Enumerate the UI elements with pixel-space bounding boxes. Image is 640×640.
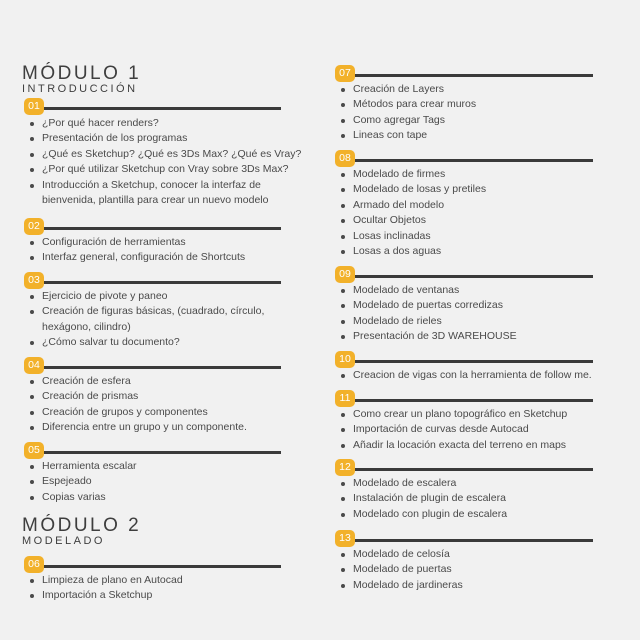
topic-list	[335, 368, 640, 383]
topic-list	[335, 476, 633, 522]
section-number-badge: 07	[335, 65, 355, 82]
section-number-badge: 01	[24, 98, 44, 115]
topic-list	[335, 407, 640, 453]
list-item: Creación de figuras básicas, (cuadrado, círculo, hexágono, cilindro)	[42, 304, 287, 335]
section-number-badge: 03	[24, 272, 44, 289]
section-divider	[44, 451, 281, 454]
list-item: Losas inclinadas	[353, 229, 633, 244]
section-number-badge: 11	[335, 390, 355, 407]
section-number-badge: 05	[24, 442, 44, 459]
list-item: ¿Cómo salvar tu documento?	[42, 335, 287, 350]
list-item: Modelado de firmes	[353, 167, 633, 182]
list-item: Creación de esfera	[42, 374, 312, 389]
section-number-badge: 04	[24, 357, 44, 374]
section-divider	[44, 366, 281, 369]
list-item: Modelado de celosía	[353, 547, 633, 562]
list-item: ¿Por qué hacer renders?	[42, 116, 312, 131]
list-item: Modelado de rieles	[353, 314, 633, 329]
module-1-subtitle: INTRODUCCIÓN	[22, 83, 138, 95]
list-item: Como crear un plano topográfico en Sketchup	[353, 407, 640, 422]
list-item: Modelado de puertas	[353, 562, 633, 577]
list-item: Herramienta escalar	[42, 459, 312, 474]
section-number-badge: 09	[335, 266, 355, 283]
list-item: Creacion de vigas con la herramienta de follow me.	[353, 368, 640, 383]
section-number-badge: 08	[335, 150, 355, 167]
list-item: Ocultar Objetos	[353, 213, 633, 228]
topic-list	[24, 116, 312, 208]
topic-list	[24, 235, 312, 266]
section-divider	[355, 360, 593, 363]
list-item: Importación a Sketchup	[42, 588, 312, 603]
list-item: Modelado de escalera	[353, 476, 633, 491]
section-divider	[355, 275, 593, 278]
list-item: Limpieza de plano en Autocad	[42, 573, 312, 588]
list-item: Introducción a Sketchup, conocer la interfaz de bienvenida, plantilla para crear un nuevo modelo	[42, 178, 312, 209]
topic-list	[335, 547, 633, 593]
list-item: Ejercicio de pivote y paneo	[42, 289, 287, 304]
topic-list	[24, 289, 287, 351]
topic-list	[24, 573, 312, 604]
list-item: Diferencia entre un grupo y un componente.	[42, 420, 312, 435]
module-1-title: MÓDULO 1	[22, 63, 142, 84]
section-number-badge: 02	[24, 218, 44, 235]
list-item: Interfaz general, configuración de Shortcuts	[42, 250, 312, 265]
list-item: Añadir la locación exacta del terreno en maps	[353, 438, 640, 453]
module-2-subtitle: MODELADO	[22, 535, 105, 547]
list-item: Modelado de ventanas	[353, 283, 633, 298]
section-divider	[355, 539, 593, 542]
list-item: Métodos para crear muros	[353, 97, 633, 112]
list-item: Modelado con plugin de escalera	[353, 507, 633, 522]
section-number-badge: 13	[335, 530, 355, 547]
section-divider	[355, 159, 593, 162]
list-item: Instalación de plugin de escalera	[353, 491, 633, 506]
section-divider	[355, 74, 593, 77]
section-divider	[44, 227, 281, 230]
list-item: Copias varias	[42, 490, 312, 505]
section-divider	[44, 281, 281, 284]
list-item: Presentación de los programas	[42, 131, 312, 146]
list-item: Configuración de herramientas	[42, 235, 312, 250]
list-item: Creación de Layers	[353, 82, 633, 97]
section-number-badge: 10	[335, 351, 355, 368]
list-item: Lineas con tape	[353, 128, 633, 143]
topic-list	[24, 459, 312, 505]
section-divider	[44, 107, 281, 110]
list-item: Armado del modelo	[353, 198, 633, 213]
list-item: ¿Qué es Sketchup? ¿Qué es 3Ds Max? ¿Qué es Vray?	[42, 147, 312, 162]
section-number-badge: 12	[335, 459, 355, 476]
list-item: Modelado de puertas corredizas	[353, 298, 633, 313]
section-number-badge: 06	[24, 556, 44, 573]
list-item: Creación de prismas	[42, 389, 312, 404]
list-item: ¿Por qué utilizar Sketchup con Vray sobre 3Ds Max?	[42, 162, 312, 177]
topic-list	[335, 82, 633, 144]
list-item: Como agregar Tags	[353, 113, 633, 128]
list-item: Creación de grupos y componentes	[42, 405, 312, 420]
section-divider	[44, 565, 281, 568]
list-item: Importación de curvas desde Autocad	[353, 422, 640, 437]
list-item: Presentación de 3D WAREHOUSE	[353, 329, 633, 344]
list-item: Modelado de losas y pretiles	[353, 182, 633, 197]
topic-list	[24, 374, 312, 436]
section-divider	[355, 399, 593, 402]
module-2-title: MÓDULO 2	[22, 515, 142, 536]
topic-list	[335, 167, 633, 259]
list-item: Losas a dos aguas	[353, 244, 633, 259]
list-item: Modelado de jardineras	[353, 578, 633, 593]
list-item: Espejeado	[42, 474, 312, 489]
topic-list	[335, 283, 633, 345]
section-divider	[355, 468, 593, 471]
